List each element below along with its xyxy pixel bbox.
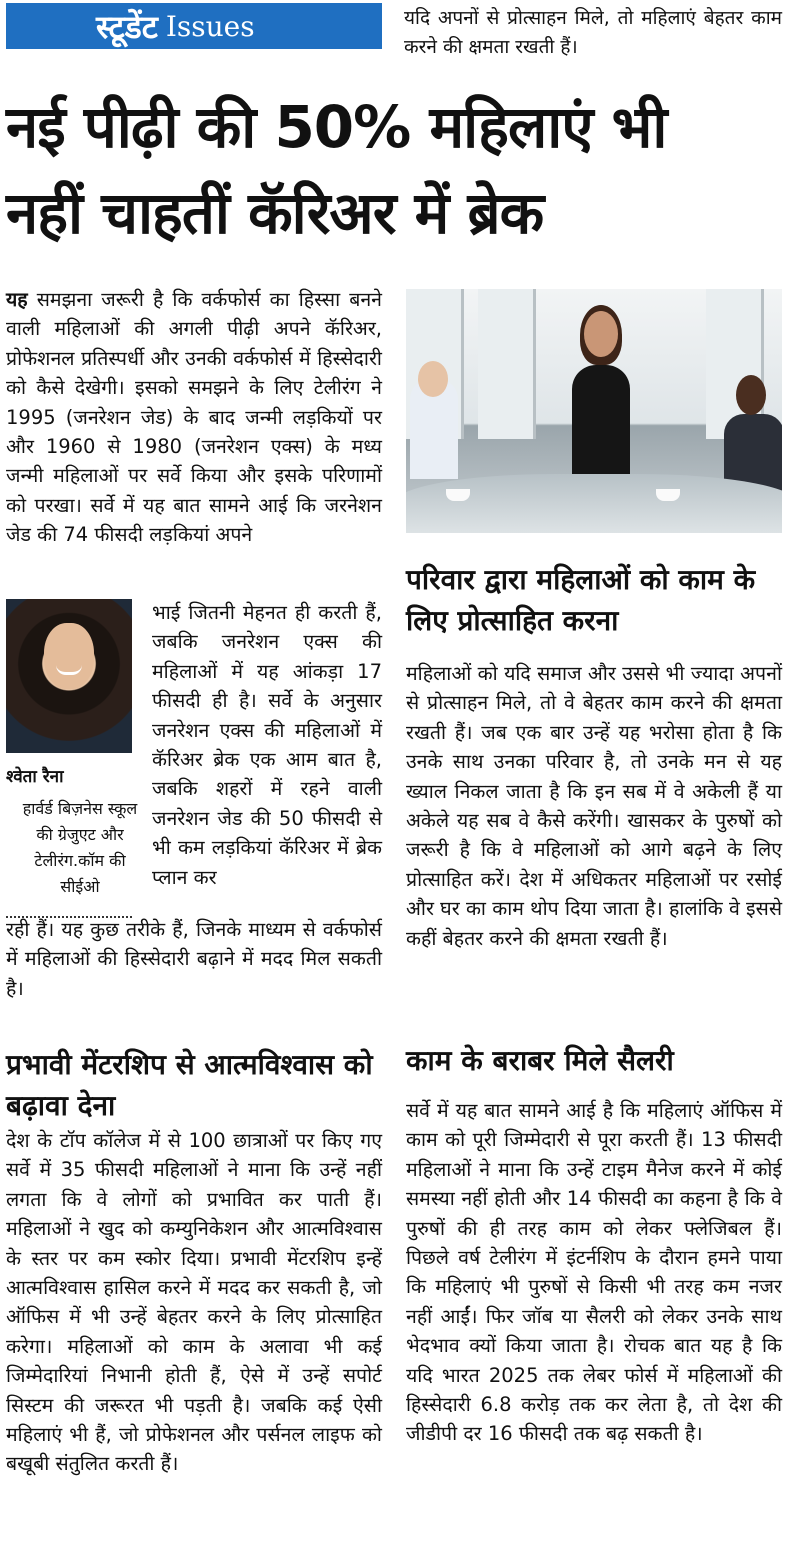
family-body: महिलाओं को यदि समाज और उससे भी ज्यादा अपनों से प्रोत्साहन मिले, तो वे बेहतर काम करने की क्षमता रखती हैं। जब एक बार उन्हें यह भरोसा होता है कि उनके साथ उनका परिवार है, तो उनके मन से यह ख्याल निकल जाता है कि इन सब में वे अकेली हैं या अकेले यह सब वे कैसे करेंगी। खासकर के पुरुषों को जरूरी है कि वे महिलाओं को आगे बढ़ने के लिए प्रोत्साहित करें। देश में अधिकतर महिलाओं पर रसोई और घर का काम थोप दिया जाता है। हालांकि वे इससे कहीं बेहतर करने की क्षमता रखती हैं। (406, 662, 782, 950)
family-heading: परिवार द्वारा महिलाओं को काम के लिए प्रोत्साहित करना (406, 563, 756, 637)
photo-man-right-head (736, 375, 766, 415)
mentorship-heading: प्रभावी मेंटरशिप से आत्मविश्वास को बढ़ावा देना (6, 1048, 373, 1122)
photo-conference-table (406, 474, 782, 533)
salary-heading: काम के बराबर मिले सैलरी (406, 1044, 674, 1077)
author-bio: हार्वर्ड बिज़नेस स्कूल की ग्रेजुएट और टेलीरंग.कॉम की सीईओ (22, 799, 138, 896)
meeting-photo (406, 289, 782, 533)
intro-paragraph-wrap: भाई जितनी मेहनत ही करती हैं, जबकि जनरेशन एक्स की महिलाओं में यह आंकड़ा 17 फीसदी ही है। सर्वे के अनुसार जनरेशन एक्स की महिलाओं में कॅरिअर ब्रेक एक आम बात है, जबकि शहरों में रहने वाली जनरेशन जेड की 50 फीसदी से भी कम लड़कियां कॅरिअर में ब्रेक प्लान कर (152, 601, 382, 889)
section-label-english: Issues (165, 9, 255, 43)
pull-quote: यदि अपनों से प्रोत्साहन मिले, तो महिलाएं बेहतर काम करने की क्षमता रखती हैं। (404, 7, 782, 58)
photo-man-left-head (418, 361, 448, 397)
intro-paragraph-after: रही हैं। यह कुछ तरीके हैं, जिनके माध्यम से वर्कफोर्स में महिलाओं की हिस्सेदारी बढ़ाने में मदद मिल सकती है। (6, 918, 382, 1000)
mentorship-body: देश के टॉप कॉलेज में से 100 छात्राओं पर किए गए सर्वे में 35 फीसदी महिलाओं ने माना कि उन्हें नहीं लगता कि वे लोगों को प्रभावित कर पाती हैं। महिलाओं ने खुद को कम्युनिकेशन और आत्मविश्वास के स्तर पर कम स्कोर दिया। प्रभावी मेंटरशिप इन्हें आत्मविश्वास हासिल करने में मदद कर सकती है, जो ऑफिस में भी उन्हें बेहतर करने के लिए प्रोत्साहित करेगा। महिलाओं को काम के अलावा भी कई जिम्मेदारियां निभानी होती हैं, ऐसे में उन्हें सपोर्ट सिस्टम की जरूरत भी पड़ती है। जबकि कई ऐसी महिलाएं भी हैं, जो प्रोफेशनल और पर्सनल लाइफ को बखूबी संतुलित करती हैं। (6, 1129, 382, 1476)
author-face (44, 623, 94, 689)
salary-body: सर्वे में यह बात सामने आई है कि महिलाएं ऑफिस में काम को पूरी जिम्मेदारी से पूरा करती हैं। 13 फीसदी महिलाओं ने माना कि उन्हें टाइम मैनेज करने में कोई समस्या नहीं होती और 14 फीसदी का कहना है कि वे पुरुषों की ही तरह काम को लेकर फ्लेजिबल हैं। पिछले वर्ष टेलीरंग में इंटर्नशिप के दौरान हमने पाया कि महिलाएं भी पुरुषों से किसी भी तरह कम नजर नहीं आईं। फिर जॉब या सैलरी को लेकर उनके साथ भेदभाव क्यों किया जाता है। रोचक बात यह है कि यदि भारत 2025 तक लेबर फोर्स में महिलाओं की हिस्सेदारी 6.8 करोड़ तक कर लेता है, तो देश की जीडीपी दर 16 फीसदी तक बढ़ सकती है। (406, 1099, 782, 1446)
intro-top-text: समझना जरूरी है कि वर्कफोर्स का हिस्सा बनने वाली महिलाओं की अगली पीढ़ी अपने कॅरिअर, प्रोफेशनल प्रतिस्पर्धी और उनकी वर्कफोर्स में हिस्सेदारी को कैसे देखेगी। इसको समझने के लिए टेलीरंग ने 1995 (जनरेशन जेड) के बाद जन्मी लड़कियों पर और 1960 से 1980 (जनरेशन एक्स) के मध्य जन्मी महिलाओं पर सर्वे किया और इसके परिणामों को परखा। सर्वे में यह बात सामने आई कि जरनेशन जेड की 74 फीसदी लड़कियां अपने (6, 288, 382, 547)
intro-lead-word: यह (6, 288, 28, 311)
headline (6, 84, 782, 256)
section-label (6, 3, 382, 49)
headline-line-1: नई पीढ़ी की 50% महिलाएं भी (6, 93, 667, 161)
photo-cup (656, 489, 680, 501)
photo-woman-head (584, 311, 618, 357)
photo-woman-standing (572, 365, 630, 490)
section-label-hindi: स्टूडेंट (96, 7, 158, 46)
author-portrait (6, 599, 132, 753)
headline-line-2: नहीं चाहतीं कॅरिअर में ब्रेक (6, 179, 544, 247)
author-name: श्वेता रैना (6, 767, 64, 787)
photo-window (478, 289, 536, 439)
intro-paragraph-top (6, 285, 382, 550)
photo-cup (446, 489, 470, 501)
